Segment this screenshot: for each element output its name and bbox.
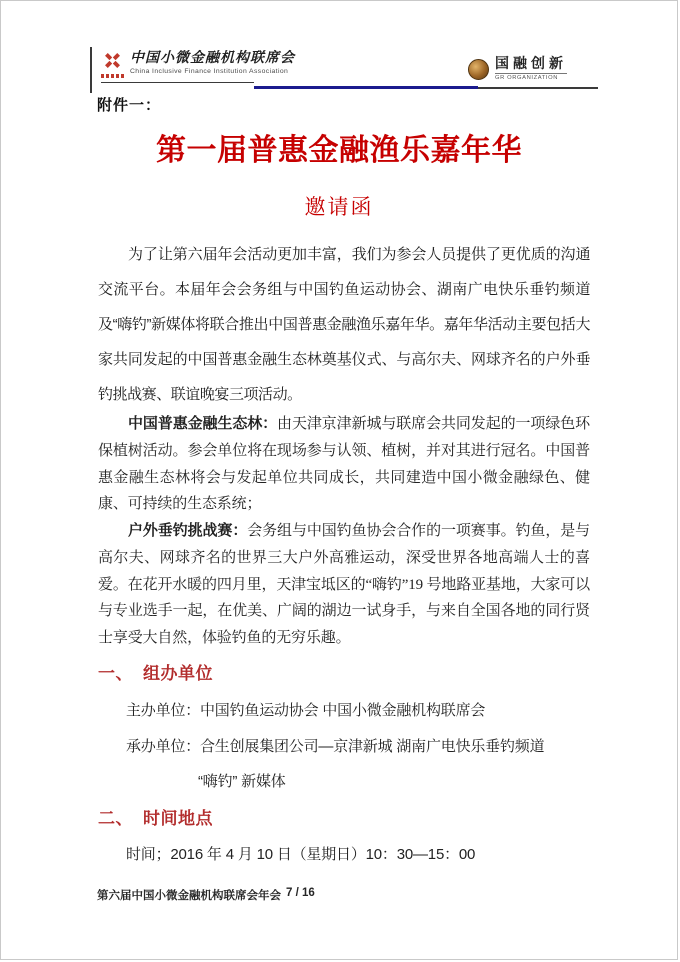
eco-forest-paragraph <box>98 411 590 518</box>
fishing-challenge-paragraph <box>98 518 590 652</box>
eco-forest-body: 由天津京津新城与联席会共同发起的一项绿色环保植树活动。参会单位将在现场参与认领、植树，并对其进行冠名。中国普惠金融生态林将会与发起单位共同成长，共同建造中国小微金融绿色、健康、可持续的生态系统； <box>98 416 590 513</box>
header-underline-left <box>101 82 254 83</box>
association-logo <box>101 49 295 78</box>
footer-page-indicator: 7 / 16 <box>286 887 315 899</box>
association-logo-caption-decor <box>101 74 124 78</box>
gr-logo <box>468 56 567 82</box>
section-2-marker: 二、 <box>98 809 133 828</box>
footer-text: 第六届中国小微金融机构联席会年会 <box>97 890 281 902</box>
page-subtitle: 邀请函 <box>304 196 374 219</box>
organizer-unit-line-2: “嗨钓” 新媒体 <box>198 773 286 790</box>
gr-name-cn: 国融创新 <box>495 56 567 72</box>
page-title: 第一届普惠金融渔乐嘉年华 <box>156 134 522 167</box>
attachment-label: 附件一： <box>97 97 162 114</box>
section-2-title: 时间地点 <box>143 809 213 828</box>
page-footer <box>97 887 315 903</box>
association-name-cn: 中国小微金融机构联席会 <box>130 50 295 66</box>
header-rule-navy <box>254 86 478 89</box>
header-rule-thin <box>478 87 598 89</box>
section-heading-organizers <box>98 659 213 684</box>
header-left-divider <box>90 47 92 93</box>
organizer-unit-line: 承办单位：合生创展集团公司—京津新城 湖南广电快乐垂钓频道 <box>126 738 545 755</box>
fishing-challenge-body: 会务组与中国钓鱼协会合作的一项赛事。钓鱼，是与高尔夫、网球齐名的世界三大户外高雅运动，深受世界各地高端人士的喜爱。在花开水暖的四月里，天津宝坻区的“嗨钓”19 号地路亚基地，大家可以与专业选手一起，在优美、广阔的湖边一试身手，与来自全国各地的同行贤士享受大自然，体验钓鱼的无穷乐趣。 <box>98 523 590 647</box>
gr-name-en: GR ORGANIZATION <box>495 73 567 82</box>
association-name-en: China Inclusive Finance Institution Association <box>130 68 289 75</box>
section-heading-time-place <box>98 804 213 829</box>
association-logo-icon <box>101 49 124 78</box>
section-1-title: 组办单位 <box>143 664 213 683</box>
section-1-marker: 一、 <box>98 664 133 683</box>
gr-logo-icon <box>468 59 489 80</box>
event-time-line: 时间；2016 年 4 月 10 日（星期日）10：30—15：00 <box>126 846 476 863</box>
intro-paragraph: 为了让第六届年会活动更加丰富，我们为参会人员提供了更优质的沟通交流平台。本届年会会务组与中国钓鱼运动协会、湖南广电快乐垂钓频道及“嗨钓”新媒体将联合推出中国普惠金融渔乐嘉年华。嘉年华活动主要包括大家共同发起的中国普惠金融生态林奠基仪式、与高尔夫、网球齐名的户外垂钓挑战赛、联谊晚宴三项活动。 <box>98 246 590 403</box>
fishing-challenge-label: 户外垂钓挑战赛： <box>128 523 248 539</box>
host-unit-line: 主办单位：中国钓鱼运动协会 中国小微金融机构联席会 <box>126 702 486 719</box>
eco-forest-label: 中国普惠金融生态林： <box>128 416 278 432</box>
